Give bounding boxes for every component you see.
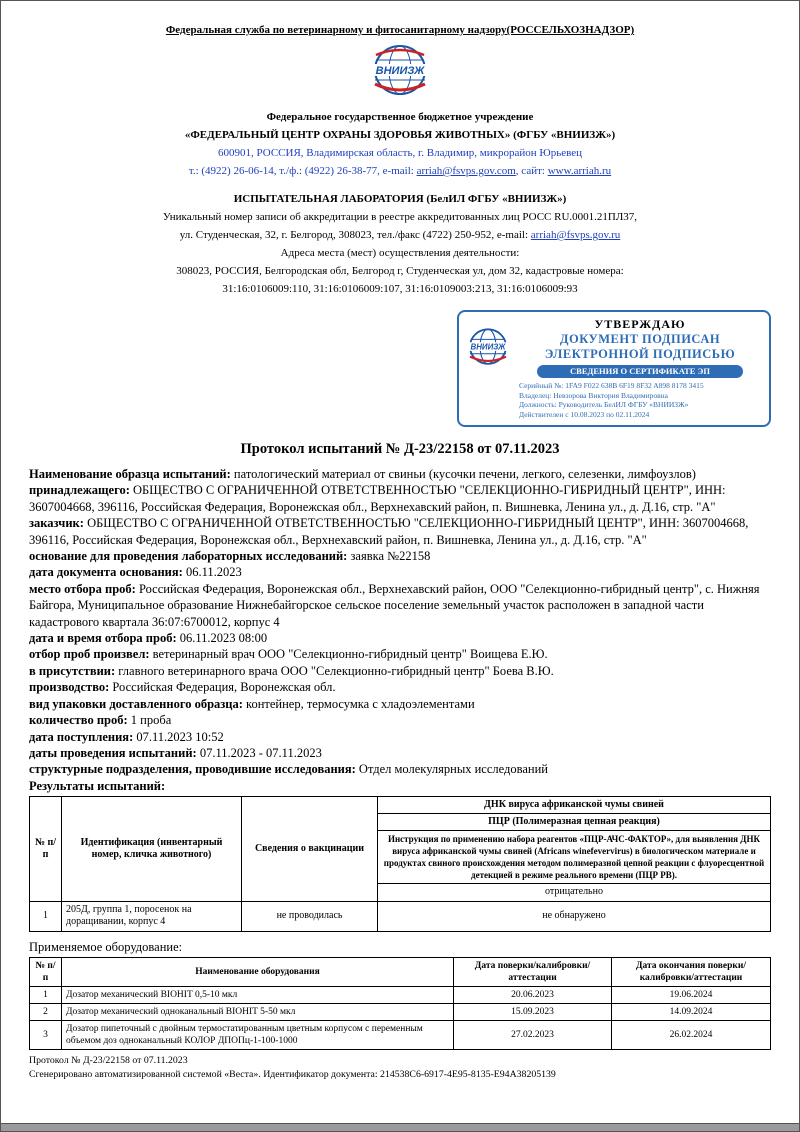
field-value: 07.11.2023 10:52 bbox=[136, 729, 224, 744]
field-value: контейнер, термосумка с хладоэлементами bbox=[246, 696, 475, 711]
results-data-row bbox=[30, 901, 771, 931]
results-header-method: Инструкция по применению набора реагентов «ПЦР-АЧС-ФАКТОР», для выявления ДНК вируса африканской чумы свиней (Africans winefevervirus) в биологическом материале и продуктах свиного происхождения методом полимеразной цепной реакции с флуоресцентной детекцией в режиме реального времени (ПЦР РВ). bbox=[378, 831, 771, 884]
results-cell-result: не обнаружено bbox=[378, 901, 771, 931]
equipment-cell-name: Дозатор механический одноканальный BIOHIT 5-50 мкл bbox=[62, 1003, 454, 1020]
equipment-cell-num: 3 bbox=[30, 1020, 62, 1049]
results-header-pcr: ПЦР (Полимеразная цепная реакция) bbox=[378, 814, 771, 831]
results-cell-identification: 205Д, группа 1, поросенок на доращивании, корпус 4 bbox=[62, 901, 242, 931]
equipment-cell-date-to: 19.06.2024 bbox=[612, 986, 771, 1003]
footer-protocol-number: Протокол № Д-23/22158 от 07.11.2023 bbox=[29, 1054, 188, 1066]
field-value: 06.11.2023 08:00 bbox=[179, 631, 268, 646]
stamp-certificate-banner: СВЕДЕНИЯ О СЕРТИФИКАТЕ ЭП bbox=[537, 365, 743, 378]
field-value: ветеринарный врач ООО "Селекционно-гибридный центр" Воищева Е.Ю. bbox=[152, 647, 548, 662]
equipment-cell-date-from: 15.09.2023 bbox=[454, 1003, 612, 1020]
field-label: дата и время отбора проб: bbox=[29, 631, 177, 646]
equipment-table bbox=[29, 957, 771, 1050]
field-sample-count bbox=[29, 712, 771, 728]
results-header-norm: отрицательно bbox=[378, 884, 771, 902]
globe-logo-icon bbox=[465, 327, 511, 369]
activity-address: 308023, РОССИЯ, Белгородская обл, Белгород г, Студенческая ул, дом 32, кадастровые номера: bbox=[176, 265, 624, 277]
field-witness bbox=[29, 663, 771, 679]
field-value: заявка №22158 bbox=[350, 549, 431, 564]
equipment-header-date-from: Дата поверки/калибровки/аттестации bbox=[454, 957, 612, 986]
field-label: вид упаковки доставленного образца: bbox=[29, 696, 243, 711]
stamp-position: Должность: Руководитель БелИЛ ФГБУ «ВНИИЗЖ» bbox=[519, 400, 689, 409]
results-header-vaccination: Сведения о вакцинации bbox=[242, 797, 378, 902]
field-basis-date bbox=[29, 564, 771, 580]
spacer bbox=[29, 180, 771, 190]
agency-name: Федеральная служба по ветеринарному и фитосанитарному надзору(РОССЕЛЬХОЗНАДЗОР) bbox=[165, 24, 635, 36]
lab-title: ИСПЫТАТЕЛЬНАЯ ЛАБОРАТОРИЯ (БелИЛ ФГБУ «ВНИИЗЖ») bbox=[233, 193, 567, 205]
field-customer bbox=[29, 515, 771, 548]
stamp-body bbox=[519, 317, 761, 419]
equipment-cell-name: Дозатор пипеточный с двойным термостатированным цветным корпусом с переменным объемом доз одноканальный КОЛОР ДПОПц-1-100-1000 bbox=[62, 1020, 454, 1049]
field-sampling-place bbox=[29, 581, 771, 630]
equipment-header-name: Наименование оборудования bbox=[62, 957, 454, 986]
field-basis bbox=[29, 548, 771, 564]
field-received-date bbox=[29, 729, 771, 745]
org-address: 600901, РОССИЯ, Владимирская область, г. Владимир, микрорайон Юрьевец bbox=[218, 147, 582, 159]
field-label: дата поступления: bbox=[29, 729, 134, 744]
field-label: принадлежащего: bbox=[29, 483, 130, 498]
accreditation-line: Уникальный номер записи об аккредитации в реестре аккредитованных лиц РОСС RU.0001.21ПЛ37, bbox=[162, 211, 638, 223]
vniizh-logo bbox=[29, 43, 771, 106]
stamp-serial: Серийный №: 1FA9 F022 638B 6F19 8F32 A898 8178 3415 bbox=[519, 381, 704, 390]
field-label: отбор проб произвел: bbox=[29, 647, 150, 662]
stamp-owner: Владелец: Невзорова Виктория Владимировна bbox=[519, 390, 668, 400]
field-value: патологический материал от свиньи (кусочки печени, легкого, селезенки, лимфоузлов) bbox=[233, 467, 696, 481]
field-label: заказчик: bbox=[29, 516, 84, 531]
field-value: Российская Федерация, Воронежская обл., Верхнехавский район, ООО "Селекционно-гибридный центр", с. Нижняя Байгора, Муниципальное образование Нижнебайгорское сельское поселение земельный участок расположен в западной части кадастрового квартала 36:07:6700012, корпус 4 bbox=[29, 581, 760, 629]
equipment-header-num: № п/п bbox=[30, 957, 62, 986]
field-label: в присутствии: bbox=[29, 663, 116, 678]
equipment-row bbox=[30, 986, 771, 1003]
equipment-cell-date-to: 26.02.2024 bbox=[612, 1020, 771, 1049]
field-label: количество проб: bbox=[29, 713, 128, 728]
equipment-cell-date-to: 14.09.2024 bbox=[612, 1003, 771, 1020]
results-header-test-dna: ДНК вируса африканской чумы свиней bbox=[378, 797, 771, 814]
electronic-signature-stamp bbox=[457, 310, 771, 427]
cadastral-numbers: 31:16:0106009:110, 31:16:0106009:107, 31:16:0109003:213, 31:16:0106009:93 bbox=[222, 283, 578, 295]
field-value: 07.11.2023 - 07.11.2023 bbox=[199, 745, 322, 760]
field-label: даты проведения испытаний: bbox=[29, 745, 197, 760]
equipment-cell-num: 1 bbox=[30, 986, 62, 1003]
stamp-logo bbox=[465, 317, 511, 374]
equipment-section-label: Применяемое оборудование: bbox=[29, 939, 183, 954]
equipment-cell-num: 2 bbox=[30, 1003, 62, 1020]
field-label: структурные подразделения, проводившие исследования: bbox=[29, 762, 356, 777]
lab-address-prefix: ул. Студенческая, 32, г. Белгород, 308023, тел./факс (4722) 250-952, e-mail: bbox=[179, 229, 531, 241]
field-packaging bbox=[29, 696, 771, 712]
document-title: Протокол испытаний № Д-23/22158 от 07.11.2023 bbox=[240, 441, 560, 457]
field-value: 06.11.2023 bbox=[185, 565, 242, 580]
stamp-signed-line1: ДОКУМЕНТ ПОДПИСАН bbox=[559, 332, 721, 346]
svg-text:ВНИИЗЖ: ВНИИЗЖ bbox=[470, 342, 506, 352]
equipment-row bbox=[30, 1020, 771, 1049]
org-contacts bbox=[29, 162, 771, 180]
field-value: ОБЩЕСТВО С ОГРАНИЧЕННОЙ ОТВЕТСТВЕННОСТЬЮ "СЕЛЕКЦИОННО-ГИБРИДНЫЙ ЦЕНТР", ИНН: 3607004668, 396116, Российская Федерация, Воронежская обл., Верхнехавский район, п. Вишневка, Ленина ул., д. Д.16, стр. "А" bbox=[29, 516, 749, 547]
field-owner bbox=[29, 482, 771, 515]
field-value: Отдел молекулярных исследований bbox=[358, 762, 548, 777]
field-sample-name bbox=[29, 466, 771, 482]
contacts-mid: , сайт: bbox=[515, 165, 548, 177]
globe-logo-icon bbox=[368, 43, 432, 101]
equipment-row bbox=[30, 1003, 771, 1020]
equipment-header-date-to: Дата окончания поверки/калибровки/аттестации bbox=[612, 957, 771, 986]
equipment-cell-name: Дозатор механический BIOHIT 0,5-10 мкл bbox=[62, 986, 454, 1003]
contacts-prefix: т.: (4922) 26-06-14, т./ф.: (4922) 26-38-77, e-mail: bbox=[188, 165, 417, 177]
equipment-header-row bbox=[30, 957, 771, 986]
field-production bbox=[29, 679, 771, 695]
results-table bbox=[29, 796, 771, 932]
field-sampling-datetime bbox=[29, 630, 771, 646]
org-type: Федеральное государственное бюджетное учреждение bbox=[266, 111, 534, 123]
results-cell-num: 1 bbox=[30, 901, 62, 931]
stamp-validity: Действителен с 10.08.2023 по 02.11.2024 bbox=[519, 409, 650, 419]
footer-generated-note: Сгенерировано автоматизированной системой «Веста». Идентификатор документа: 214538C6-6917-4E95-8135-E94A38205139 bbox=[29, 1068, 556, 1080]
results-header-identification: Идентификация (инвентарный номер, кличка животного) bbox=[62, 797, 242, 902]
org-email-link[interactable]: arriah@fsvps.gov.com bbox=[416, 165, 516, 177]
results-header-row bbox=[30, 797, 771, 814]
field-test-dates bbox=[29, 745, 771, 761]
page-edge-strip bbox=[1, 1123, 799, 1131]
equipment-cell-date-from: 27.02.2023 bbox=[454, 1020, 612, 1049]
results-header-num: № п/п bbox=[30, 797, 62, 902]
field-value: ОБЩЕСТВО С ОГРАНИЧЕННОЙ ОТВЕТСТВЕННОСТЬЮ "СЕЛЕКЦИОННО-ГИБРИДНЫЙ ЦЕНТР", ИНН: 3607004668, 396116, Российская Федерация, Воронежская обл., Верхнехавский район, п. Вишневка, Ленина ул., д. Д.16, стр. "А" bbox=[29, 483, 726, 514]
stamp-approve-label: УТВЕРЖДАЮ bbox=[594, 317, 686, 331]
results-cell-vaccination: не проводилась bbox=[242, 901, 378, 931]
lab-email-link[interactable]: arriah@fsvps.gov.ru bbox=[530, 229, 621, 241]
field-label: основание для проведения лабораторных исследований: bbox=[29, 549, 348, 564]
field-label: Результаты испытаний: bbox=[29, 778, 166, 793]
field-value: Российская Федерация, Воронежская обл. bbox=[112, 680, 336, 695]
field-sampler bbox=[29, 646, 771, 662]
lab-address bbox=[29, 226, 771, 244]
page-footer bbox=[29, 1054, 771, 1082]
equipment-cell-date-from: 20.06.2023 bbox=[454, 986, 612, 1003]
field-results-heading bbox=[29, 778, 771, 794]
org-website-link[interactable]: www.arriah.ru bbox=[547, 165, 612, 177]
activity-title: Адреса места (мест) осуществления деятельности: bbox=[280, 247, 520, 259]
field-value: 1 проба bbox=[130, 713, 172, 728]
stamp-signed-line2: ЭЛЕКТРОННОЙ ПОДПИСЬЮ bbox=[544, 347, 736, 361]
field-label: производство: bbox=[29, 680, 110, 695]
org-name: «ФЕДЕРАЛЬНЫЙ ЦЕНТР ОХРАНЫ ЗДОРОВЬЯ ЖИВОТНЫХ» (ФГБУ «ВНИИЗЖ») bbox=[184, 129, 616, 141]
field-label: Наименование образца испытаний: bbox=[29, 467, 231, 481]
field-departments bbox=[29, 761, 771, 777]
field-label: место отбора проб: bbox=[29, 581, 136, 596]
field-value: главного ветеринарного врача ООО "Селекционно-гибридный центр" Боева В.Ю. bbox=[118, 663, 554, 678]
field-label: дата документа основания: bbox=[29, 565, 183, 580]
svg-text:ВНИИЗЖ: ВНИИЗЖ bbox=[375, 65, 425, 77]
